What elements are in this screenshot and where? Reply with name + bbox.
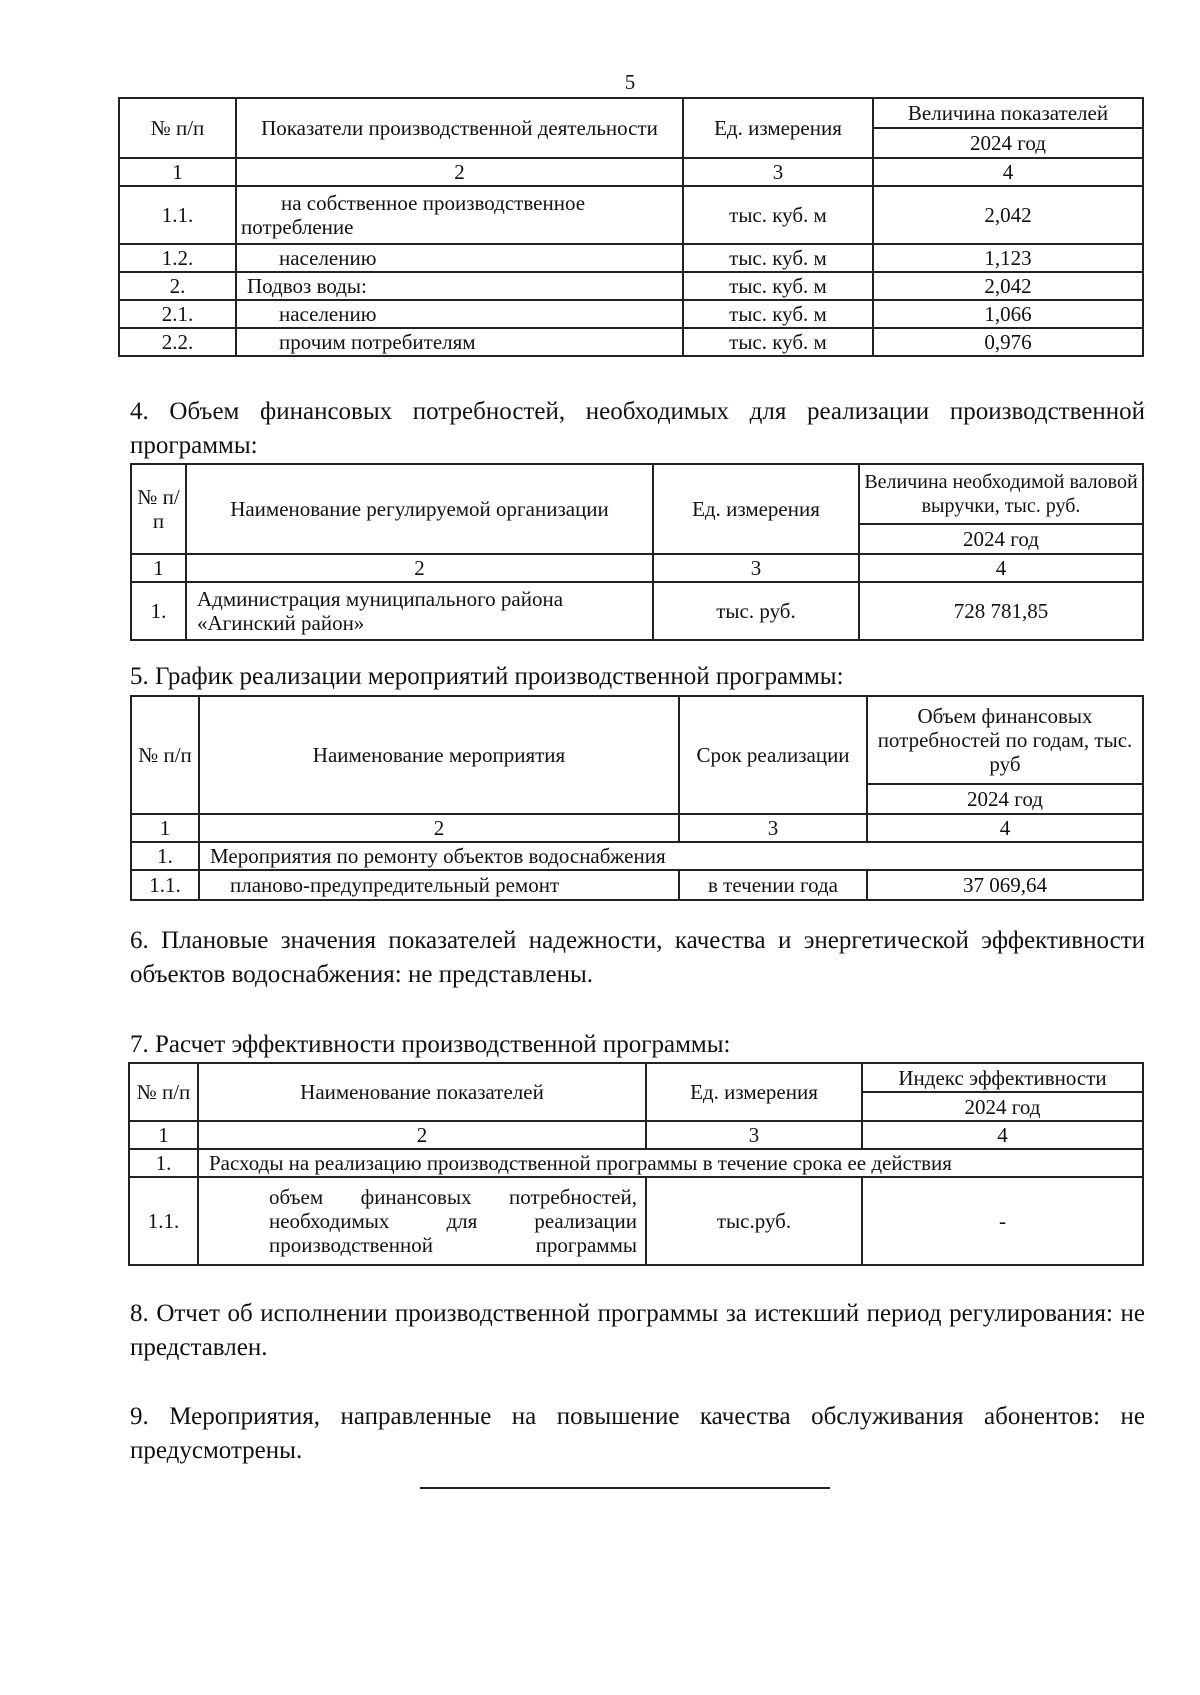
table-row <box>131 582 1143 640</box>
row-number: 1. <box>129 1149 198 1177</box>
col-number: 1 <box>119 158 236 186</box>
efficiency-table <box>128 1062 1144 1266</box>
row-value: 2,042 <box>873 272 1143 300</box>
row-name: на собственное производственное потребление <box>236 186 683 244</box>
row-unit: тыс. куб. м <box>683 300 873 328</box>
row-unit: тыс. куб. м <box>683 244 873 272</box>
col-number: 1 <box>131 814 199 842</box>
group-name: Расходы на реализацию производственной программы в течение срока ее действия <box>198 1149 1143 1177</box>
header-value: Индекс эффективности <box>862 1063 1143 1092</box>
group-name: Мероприятия по ремонту объектов водоснабжения <box>199 842 1143 870</box>
row-number: 1.2. <box>119 244 236 272</box>
col-number: 3 <box>683 158 873 186</box>
table-row <box>131 842 1143 870</box>
financial-needs-table <box>130 463 1144 641</box>
table-row <box>129 1177 1143 1265</box>
row-value: 37 069,64 <box>867 870 1143 900</box>
row-number: 2.1. <box>119 300 236 328</box>
header-value: Объем финансовых потребностей по годам, тыс. руб <box>867 696 1143 784</box>
row-value: 2,042 <box>873 186 1143 244</box>
row-number: 1.1. <box>119 186 236 244</box>
row-number: 2. <box>119 272 236 300</box>
row-name: Подвоз воды: <box>236 272 683 300</box>
table-row <box>129 1149 1143 1177</box>
header-num: № п/п <box>131 696 199 814</box>
section-4-title: 4. Объем финансовых потребностей, необходимых для реализации производственной программы: <box>130 398 1145 459</box>
row-value: - <box>862 1177 1143 1265</box>
row-name: объем финансовых потребностей, необходимых для реализации производственной программы <box>198 1177 646 1265</box>
header-year: 2024 год <box>873 128 1143 158</box>
header-name: Наименование показателей <box>198 1063 646 1121</box>
header-num: № п/п <box>129 1063 198 1121</box>
row-number: 1.1. <box>129 1177 198 1265</box>
col-number: 4 <box>873 158 1143 186</box>
section-6-text: 6. Плановые значения показателей надежности, качества и энергетической эффективности объектов водоснабжения: не представлены. <box>130 927 1145 988</box>
table-row <box>131 870 1143 900</box>
row-unit: тыс. куб. м <box>683 272 873 300</box>
row-unit: тыс. куб. м <box>683 328 873 356</box>
header-indicator: Показатели производственной деятельности <box>236 98 683 158</box>
section-5-title: 5. График реализации мероприятий производственной программы: <box>130 663 844 690</box>
header-unit: Ед. измерения <box>646 1063 862 1121</box>
col-number: 2 <box>199 814 679 842</box>
header-value: Величина показателей <box>873 98 1143 128</box>
header-num: № п/п <box>131 464 186 554</box>
col-number: 1 <box>129 1121 198 1149</box>
table-row <box>119 272 1143 300</box>
col-number: 4 <box>862 1121 1143 1149</box>
header-num: № п/п <box>119 98 236 158</box>
col-number: 2 <box>198 1121 646 1149</box>
header-year: 2024 год <box>867 784 1143 814</box>
row-name: населению <box>236 300 683 328</box>
section-8-text: 8. Отчет об исполнении производственной программы за истекший период регулирования: не представлен. <box>130 1300 1145 1361</box>
row-name: планово-предупредительный ремонт <box>199 870 679 900</box>
row-name: Администрация муниципального района «Агинский район» <box>186 582 653 640</box>
table-row <box>119 300 1143 328</box>
row-number: 2.2. <box>119 328 236 356</box>
header-unit: Ед. измерения <box>653 464 859 554</box>
row-term: в течении года <box>679 870 867 900</box>
col-number: 2 <box>186 554 653 582</box>
row-value: 0,976 <box>873 328 1143 356</box>
table-row <box>119 328 1143 356</box>
col-number: 3 <box>646 1121 862 1149</box>
row-unit: тыс.руб. <box>646 1177 862 1265</box>
header-value: Величина необходимой валовой выручки, тыс. руб. <box>859 464 1143 524</box>
header-unit: Ед. измерения <box>683 98 873 158</box>
row-number: 1.1. <box>131 870 199 900</box>
col-number: 3 <box>653 554 859 582</box>
row-name: населению <box>236 244 683 272</box>
row-number: 1. <box>131 842 199 870</box>
header-year: 2024 год <box>862 1092 1143 1121</box>
col-number: 4 <box>867 814 1143 842</box>
row-unit: тыс. куб. м <box>683 186 873 244</box>
table-row <box>119 186 1143 244</box>
row-name: прочим потребителям <box>236 328 683 356</box>
production-indicators-table <box>118 97 1144 357</box>
col-number: 4 <box>859 554 1143 582</box>
header-name: Наименование мероприятия <box>199 696 679 814</box>
col-number: 1 <box>131 554 186 582</box>
header-name: Наименование регулируемой организации <box>186 464 653 554</box>
header-term: Срок реализации <box>679 696 867 814</box>
section-7-title: 7. Расчет эффективности производственной программы: <box>130 1031 731 1058</box>
closing-rule <box>420 1487 830 1489</box>
row-value: 1,066 <box>873 300 1143 328</box>
row-unit: тыс. руб. <box>653 582 859 640</box>
row-value: 728 781,85 <box>859 582 1143 640</box>
schedule-table <box>130 695 1144 901</box>
page-number: 5 <box>624 70 636 94</box>
header-year: 2024 год <box>859 524 1143 554</box>
col-number: 2 <box>236 158 683 186</box>
section-9-text: 9. Мероприятия, направленные на повышение качества обслуживания абонентов: не предусмотрены. <box>130 1403 1145 1464</box>
row-number: 1. <box>131 582 186 640</box>
table-row <box>119 244 1143 272</box>
col-number: 3 <box>679 814 867 842</box>
row-value: 1,123 <box>873 244 1143 272</box>
